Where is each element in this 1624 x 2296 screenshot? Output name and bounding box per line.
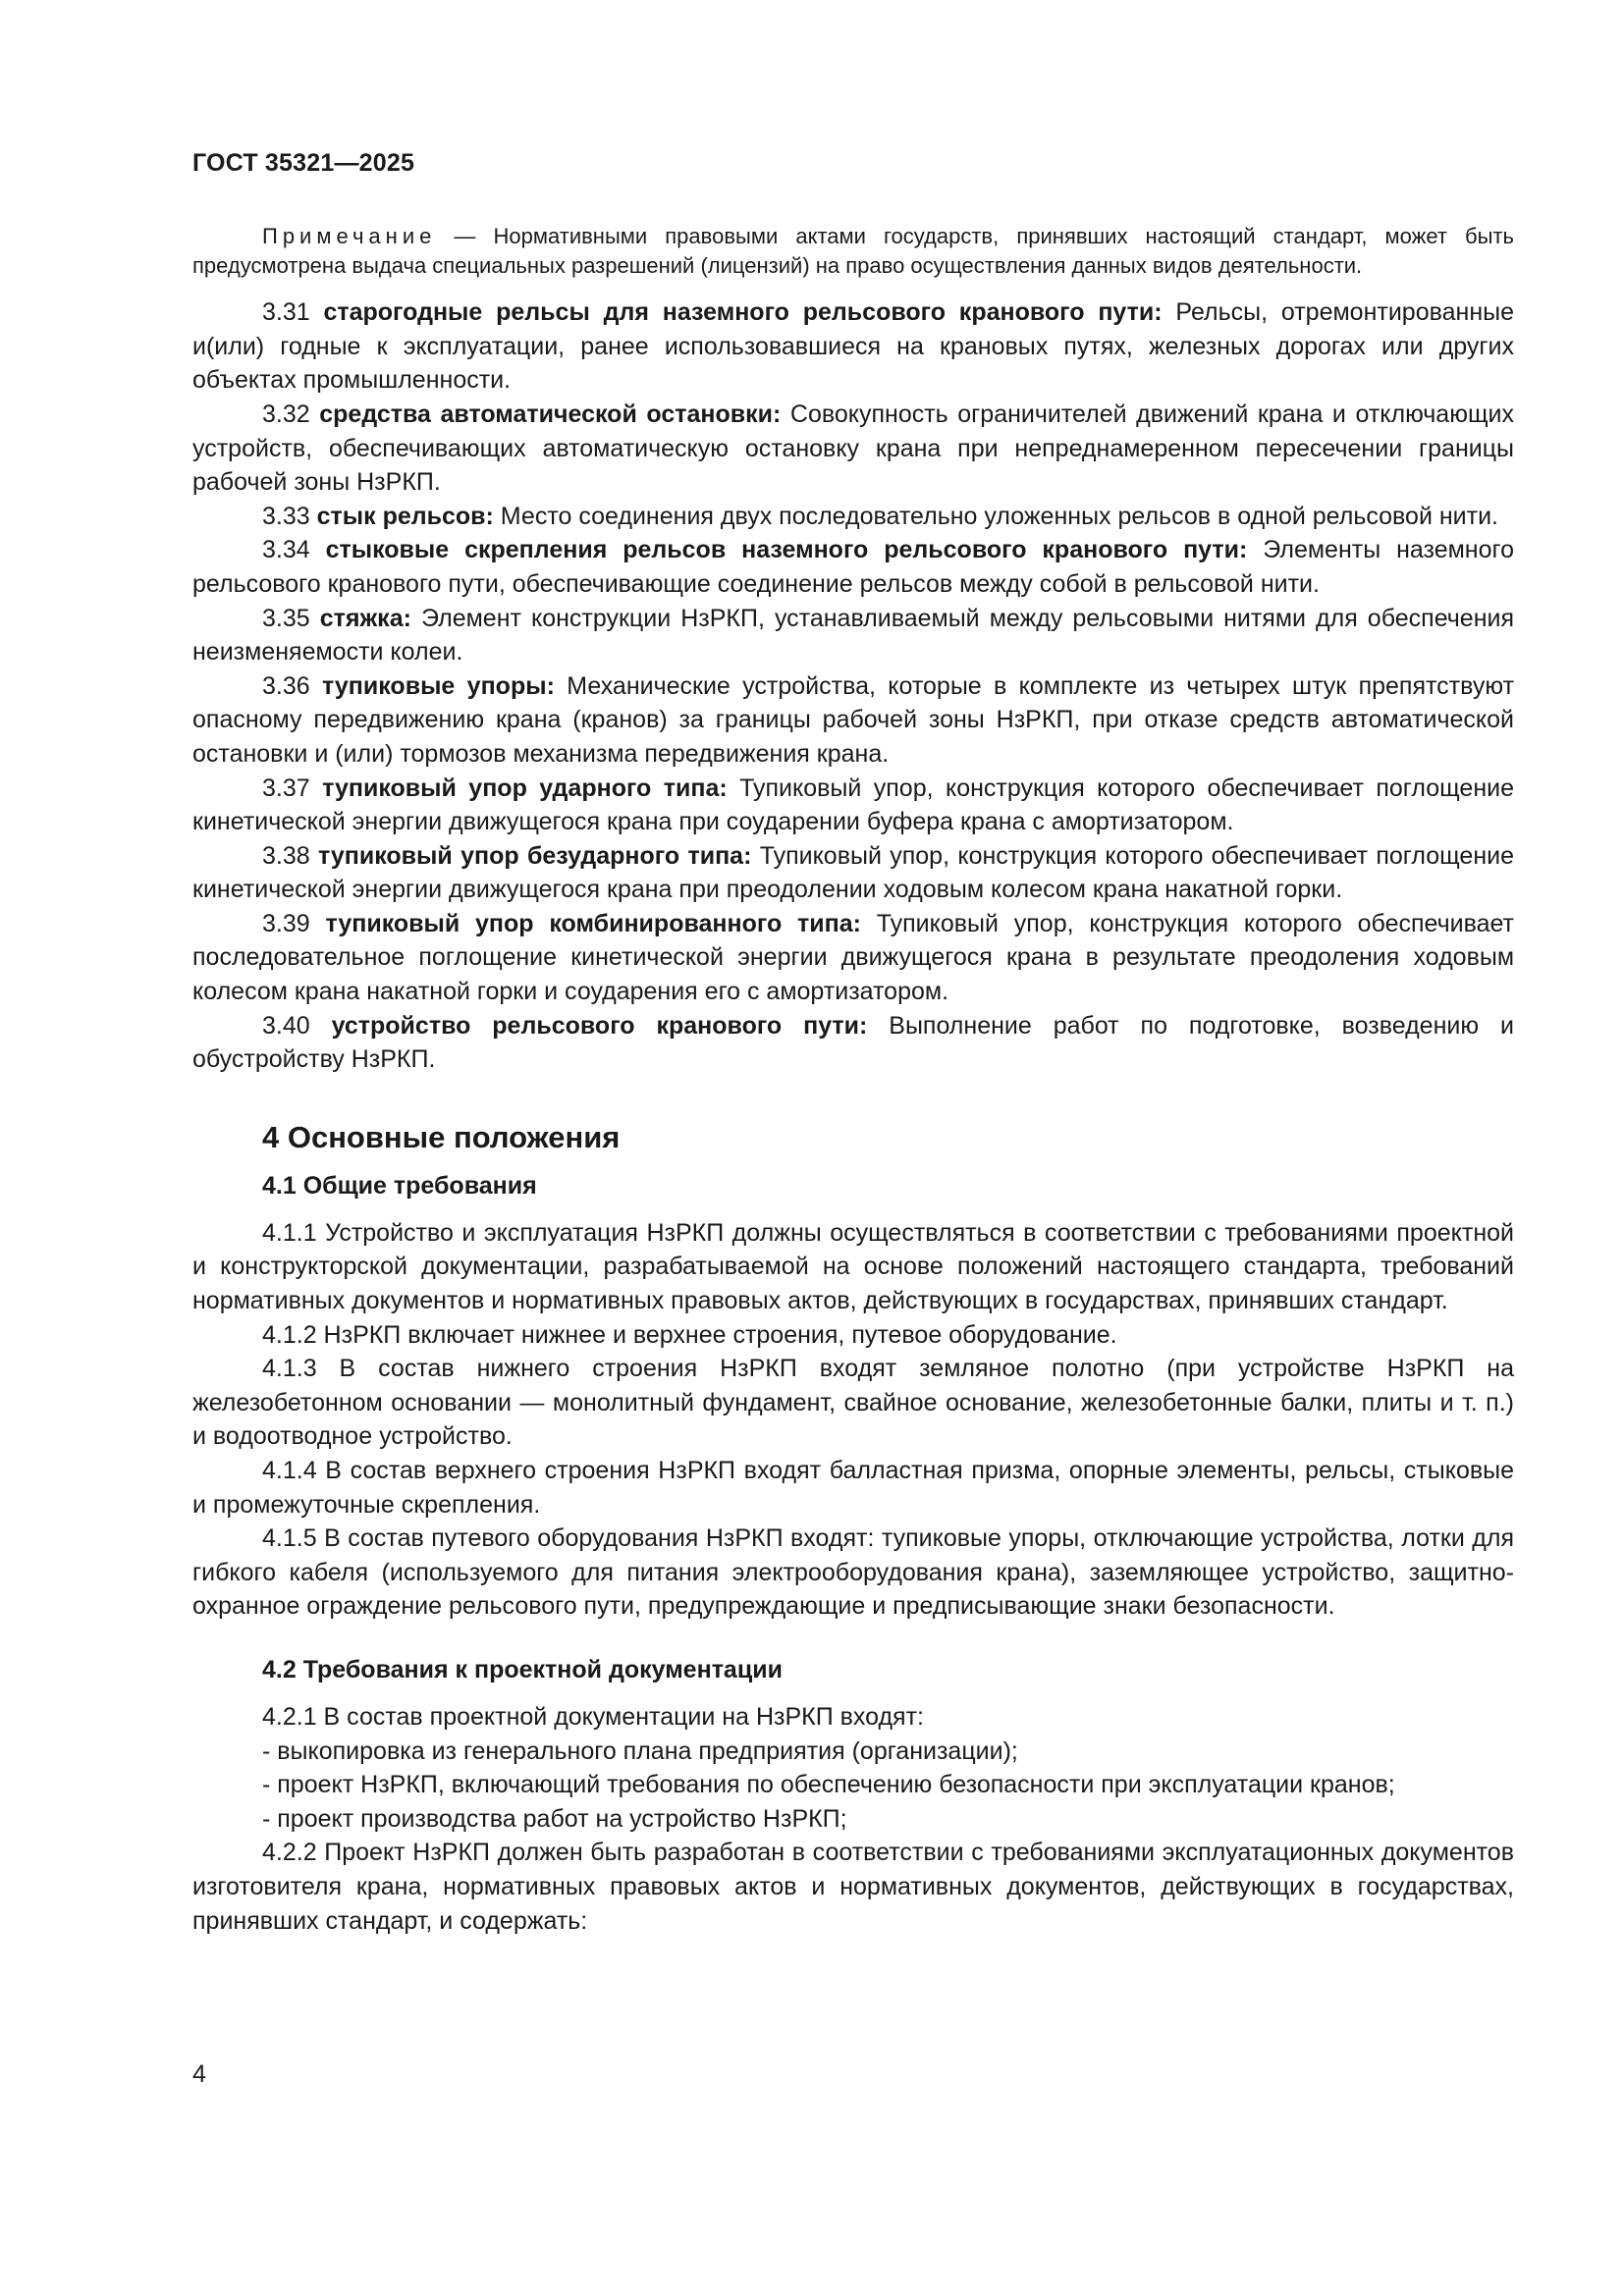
term-name: тупиковый упор ударного типа: bbox=[322, 774, 728, 802]
term-number: 3.32 bbox=[262, 400, 320, 428]
clause-paragraph: 4.2.2 Проект НзРКП должен быть разработан в соответствии с требованиями эксплуатационных документов изготовителя крана, нормативных правовых актов и нормативных документов, действующих в государствах, принявших стандарт, и содержать: bbox=[192, 1839, 1514, 1935]
term-entry bbox=[192, 295, 1514, 398]
term-name: тупиковый упор комбинированного типа: bbox=[325, 909, 861, 937]
term-number: 3.33 bbox=[262, 502, 317, 530]
term-number: 3.40 bbox=[262, 1011, 332, 1040]
term-definition: Рельсы, отремонтированные и(или) годные к эксплуатации, ранее использовавшиеся на крановых путях, железных дорогах или других объектах промышленности. bbox=[192, 298, 1514, 395]
term-definition: Элемент конструкции НзРКП, устанавливаемый между рельсовыми нитями для обеспечения неизменяемости колеи. bbox=[192, 604, 1515, 667]
term-name: стыковые скрепления рельсов наземного рельсового кранового пути: bbox=[325, 536, 1248, 564]
term-number: 3.37 bbox=[262, 774, 323, 802]
document-body bbox=[192, 222, 1514, 1938]
term-number: 3.35 bbox=[262, 604, 320, 632]
note-paragraph bbox=[192, 222, 1514, 280]
term-name: тупиковые упоры: bbox=[322, 671, 555, 700]
term-entry bbox=[192, 1009, 1514, 1077]
term-name: тупиковый упор безударного типа: bbox=[317, 841, 752, 870]
term-number: 3.34 bbox=[262, 536, 326, 564]
term-definition: Тупиковый упор, конструкция которого обеспечивает последовательное поглощение кинетической энергии движущегося крана в результате преодоления ходовым колесом крана накатной горки и соударения его с амортизатором. bbox=[192, 909, 1515, 1006]
list-item: - проект НзРКП, включающий требования по обеспечению безопасности при эксплуатации кранов; bbox=[262, 1771, 1395, 1799]
section-4-heading: 4 Основные положения bbox=[262, 1119, 621, 1154]
note-label: Примечание bbox=[262, 224, 437, 248]
clause-paragraph: 4.1.4 В состав верхнего строения НзРКП входят балластная призма, опорные элементы, рельсы, стыковые и промежуточные скрепления. bbox=[192, 1457, 1514, 1519]
term-definition: Место соединения двух последовательно уложенных рельсов в одной рельсовой нити. bbox=[493, 502, 1499, 530]
term-number: 3.39 bbox=[262, 909, 326, 937]
page-number: 4 bbox=[192, 2060, 206, 2088]
term-name: стяжка: bbox=[319, 604, 411, 632]
term-number: 3.31 bbox=[262, 298, 324, 327]
term-definition: Выполнение работ по подготовке, возведению и обустройству НзРКП. bbox=[192, 1011, 1514, 1074]
note-text: — Нормативными правовыми актами государств, принявших настоящий стандарт, может быть предусмотрена выдача специальных разрешений (лицензий) на право осуществления данных видов деятельности. bbox=[192, 224, 1514, 278]
term-entry bbox=[192, 669, 1514, 772]
clause-paragraph: 4.1.2 НзРКП включает нижнее и верхнее строения, путевое оборудование. bbox=[262, 1320, 1117, 1349]
term-entry bbox=[192, 500, 1514, 534]
term-entry bbox=[192, 839, 1514, 907]
list-item: - выкопировка из генерального плана предприятия (организации); bbox=[262, 1736, 1018, 1765]
term-definition: Совокупность ограничителей движений крана и отключающих устройств, обеспечивающих автоматическую остановку крана при непреднамеренном пересечении границы рабочей зоны НзРКП. bbox=[192, 400, 1514, 497]
term-entry bbox=[192, 602, 1514, 669]
term-name: стык рельсов: bbox=[316, 502, 494, 530]
term-number: 3.36 bbox=[262, 671, 323, 700]
term-entry bbox=[192, 398, 1514, 500]
term-definition: Тупиковый упор, конструкция которого обеспечивает поглощение кинетической энергии движущегося крана при преодолении ходовым колесом крана накатной горки. bbox=[192, 841, 1515, 904]
term-entry bbox=[192, 907, 1514, 1009]
section-4-1-heading: 4.1 Общие требования bbox=[262, 1171, 537, 1200]
clause-paragraph: 4.1.1 Устройство и эксплуатация НзРКП должны осуществляться в соответствии с требованиями проектной и конструкторской документации, разрабатываемой на основе положений настоящего стандарта, требований нормативных документов и нормативных правовых актов, действующих в государствах, принявших стандарт. bbox=[192, 1218, 1514, 1315]
term-name: старогодные рельсы для наземного рельсового кранового пути: bbox=[323, 298, 1163, 327]
term-name: средства автоматической остановки: bbox=[319, 400, 782, 428]
section-4-2-heading: 4.2 Требования к проектной документации bbox=[262, 1655, 783, 1683]
term-definition: Механические устройства, которые в комплекте из четырех штук препятствуют опасному передвижению крана (кранов) за границы рабочей зоны НзРКП, при отказе средств автоматической остановки и (или) тормозов механизма передвижения крана. bbox=[192, 671, 1515, 768]
clause-paragraph: 4.1.5 В состав путевого оборудования НзРКП входят: тупиковые упоры, отключающие устройства, лотки для гибкого кабеля (используемого для питания электрооборудования крана), заземляющее устройство, защитно-охранное ограждение рельсового пути, предупреждающие и предписывающие знаки безопасности. bbox=[192, 1524, 1514, 1621]
document-header: ГОСТ 35321—2025 bbox=[192, 149, 415, 177]
term-entry bbox=[192, 533, 1514, 601]
list-item: - проект производства работ на устройство НзРКП; bbox=[262, 1804, 847, 1833]
clause-paragraph: 4.1.3 В состав нижнего строения НзРКП входят земляное полотно (при устройстве НзРКП на железобетонном основании — монолитный фундамент, свайное основание, железобетонные балки, плиты и т. п.) и водоотводное устройство. bbox=[192, 1355, 1514, 1451]
term-definition: Тупиковый упор, конструкция которого обеспечивает поглощение кинетической энергии движущегося крана при соударении буфера крана с амортизатором. bbox=[192, 774, 1514, 836]
term-entry bbox=[192, 772, 1514, 839]
term-definition: Элементы наземного рельсового кранового пути, обеспечивающие соединение рельсов между собой в рельсовой нити. bbox=[192, 536, 1514, 598]
term-name: устройство рельсового кранового пути: bbox=[331, 1011, 868, 1040]
clause-paragraph: 4.2.1 В состав проектной документации на НзРКП входят: bbox=[262, 1702, 924, 1731]
term-number: 3.38 bbox=[262, 841, 318, 870]
